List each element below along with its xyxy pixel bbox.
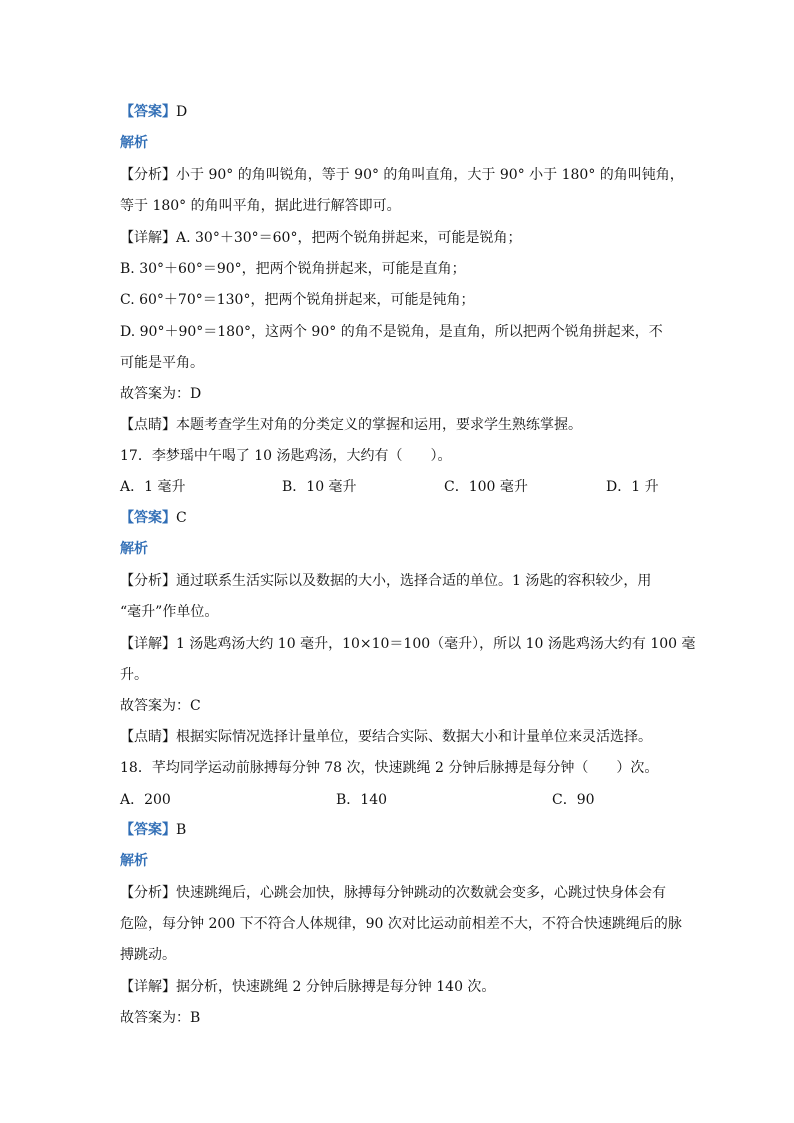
q17-option-a: A．1 毫升	[120, 479, 186, 495]
answer-tag: 【答案】	[120, 822, 176, 838]
answer-value: D	[176, 104, 188, 120]
q16-detail-d1: D. 90°＋90°＝180°，这两个 90° 的角不是锐角，是直角，所以把两个锐角拼起来，不	[120, 324, 663, 340]
q17-answer-line	[120, 508, 187, 528]
comment-tag: 【点睛】	[120, 417, 176, 433]
q18-option-a: A．200	[120, 792, 171, 808]
analysis-text: 快速跳绳后，心跳会加快，脉搏每分钟跳动的次数就会变多，心跳过快身体会有	[176, 885, 666, 901]
q18-final-answer: 故答案为：B	[120, 1010, 201, 1026]
q17-option-d: D．1 升	[606, 479, 659, 495]
comment-text: 根据实际情况选择计量单位，要结合实际、数据大小和计量单位来灵活选择。	[176, 729, 652, 745]
q16-final-answer: 故答案为：D	[120, 386, 202, 402]
answer-tag: 【答案】	[120, 510, 176, 526]
detail-text: 据分析，快速跳绳 2 分钟后脉搏是每分钟 140 次。	[176, 979, 496, 995]
q18-analysis-heading: 解析	[120, 853, 148, 869]
q16-detail-a	[120, 228, 521, 248]
comment-text: 本题考查学生对角的分类定义的掌握和运用，要求学生熟练掌握。	[176, 417, 582, 433]
q18-analysis-line2: 危险，每分钟 200 下不符合人体规律，90 次对比运动前相差不大，不符合快速跳绳后的脉	[120, 916, 682, 932]
q16-analysis-line1	[120, 165, 684, 185]
q16-analysis-heading: 解析	[120, 135, 148, 151]
analysis-tag: 【分析】	[120, 885, 176, 901]
q17-comment	[120, 727, 652, 747]
detail-tag: 【详解】	[120, 979, 176, 995]
detail-tag: 【详解】	[120, 230, 176, 246]
detail-text: A. 30°＋30°＝60°，把两个锐角拼起来，可能是锐角；	[176, 230, 522, 246]
q17-analysis-heading: 解析	[120, 541, 148, 557]
q17-option-c: C．100 毫升	[444, 479, 528, 495]
answer-value: C	[176, 510, 187, 526]
answer-tag: 【答案】	[120, 104, 176, 120]
q17-detail-line2: 升。	[120, 667, 148, 683]
q18-option-b: B．140	[336, 792, 388, 808]
q17-analysis-line2: “毫升”作单位。	[120, 604, 219, 620]
detail-tag: 【详解】	[120, 636, 176, 652]
q18-option-c: C．90	[552, 792, 595, 808]
q17-final-answer: 故答案为：C	[120, 698, 201, 714]
q18-analysis-line1	[120, 883, 666, 903]
answer-value: B	[176, 822, 187, 838]
analysis-text: 小于 90° 的角叫锐角，等于 90° 的角叫直角，大于 90° 小于 180° 的角叫钝角，	[176, 167, 684, 183]
detail-text: 1 汤匙鸡汤大约 10 毫升，10×10＝100（毫升），所以 10 汤匙鸡汤大约有 100 毫	[176, 636, 696, 652]
q18-analysis-line3: 搏跳动。	[120, 947, 176, 963]
analysis-text: 通过联系生活实际以及数据的大小，选择合适的单位。1 汤匙的容积较少，用	[176, 573, 652, 589]
analysis-tag: 【分析】	[120, 167, 176, 183]
analysis-tag: 【分析】	[120, 573, 176, 589]
q16-answer-line	[120, 102, 187, 122]
q18-question: 18．芊均同学运动前脉搏每分钟 78 次，快速跳绳 2 分钟后脉搏是每分钟（ ）次。	[120, 760, 659, 776]
q17-detail-line1	[120, 634, 696, 654]
q17-question: 17．李梦瑶中午喝了 10 汤匙鸡汤，大约有（ ）。	[120, 448, 452, 464]
q17-option-b: B．10 毫升	[282, 479, 357, 495]
q18-answer-line	[120, 820, 186, 840]
q16-detail-c: C. 60°＋70°＝130°，把两个锐角拼起来，可能是钝角；	[120, 292, 475, 308]
q16-detail-b: B. 30°＋60°＝90°，把两个锐角拼起来，可能是直角；	[120, 261, 466, 277]
q16-comment	[120, 415, 582, 435]
comment-tag: 【点睛】	[120, 729, 176, 745]
q17-analysis-line1	[120, 571, 651, 591]
q18-detail	[120, 977, 495, 997]
q16-detail-d2: 可能是平角。	[120, 355, 204, 371]
q16-analysis-line2: 等于 180° 的角叫平角，据此进行解答即可。	[120, 198, 401, 214]
